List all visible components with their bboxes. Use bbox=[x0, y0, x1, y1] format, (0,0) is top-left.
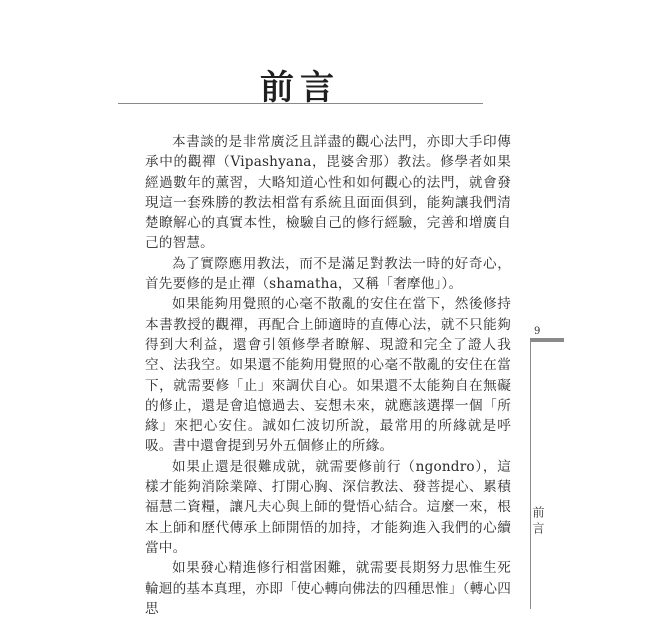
paragraph-3: 如果能夠用覺照的心毫不散亂的安住在當下，然後修持本書教授的觀禪，再配合上師適時的直傳心法，就不只能夠得到大利益，還會引領修學者瞭解、現證和完全了證人我空、法我空。如果還不能夠用覺照的心毫不散亂的安住在當下，就需要修「止」來調伏自心。如果還不太能夠自在無礙的修止，還是會追憶過去、妄想未來，就應該選擇一個「所緣」來把心安住。誠如仁波切所說，最常用的所緣就是呼吸。書中還會提到另外五個修止的所緣。 bbox=[145, 296, 511, 455]
page-number: 9 bbox=[534, 326, 541, 337]
paragraph-2: 為了實際應用教法，而不是滿足對教法一時的好奇心，首先要修的是止禪（shamatha，又稱「奢摩他」）。 bbox=[145, 255, 511, 293]
paragraph-5: 如果發心精進修行相當困難，就需要長期努力思惟生死輪迴的基本真理，亦即「使心轉向佛法的四種思惟」（轉心四思 bbox=[145, 560, 511, 617]
body-text bbox=[145, 132, 511, 619]
paragraph-4: 如果止還是很難成就，就需要修前行（ngondro），這樣才能夠消除業障、打開心胸、深信教法、發菩提心、累積福慧二資糧，讓凡夫心與上師的覺悟心結合。這麼一來，根本上師和歷代傳承上師開悟的加持，才能夠進入我們的心續當中。 bbox=[145, 458, 511, 556]
paragraph-1: 本書談的是非常廣泛且詳盡的觀心法門，亦即大手印傳承中的觀禪（Vipashyana，毘婆舍那）教法。修學者如果經過數年的薰習，大略知道心性和如何觀心的法門，就會發現這一套殊勝的教法相當有系統且面面俱到，能夠讓我們清楚瞭解心的真實本性，檢驗自己的修行經驗，完善和增廣自己的智慧。 bbox=[145, 134, 511, 252]
title-divider bbox=[118, 103, 483, 104]
page-title: 前言 bbox=[260, 68, 340, 108]
side-rule bbox=[530, 342, 531, 609]
running-head: 前言 bbox=[531, 506, 545, 538]
side-tab-bar bbox=[530, 338, 564, 342]
